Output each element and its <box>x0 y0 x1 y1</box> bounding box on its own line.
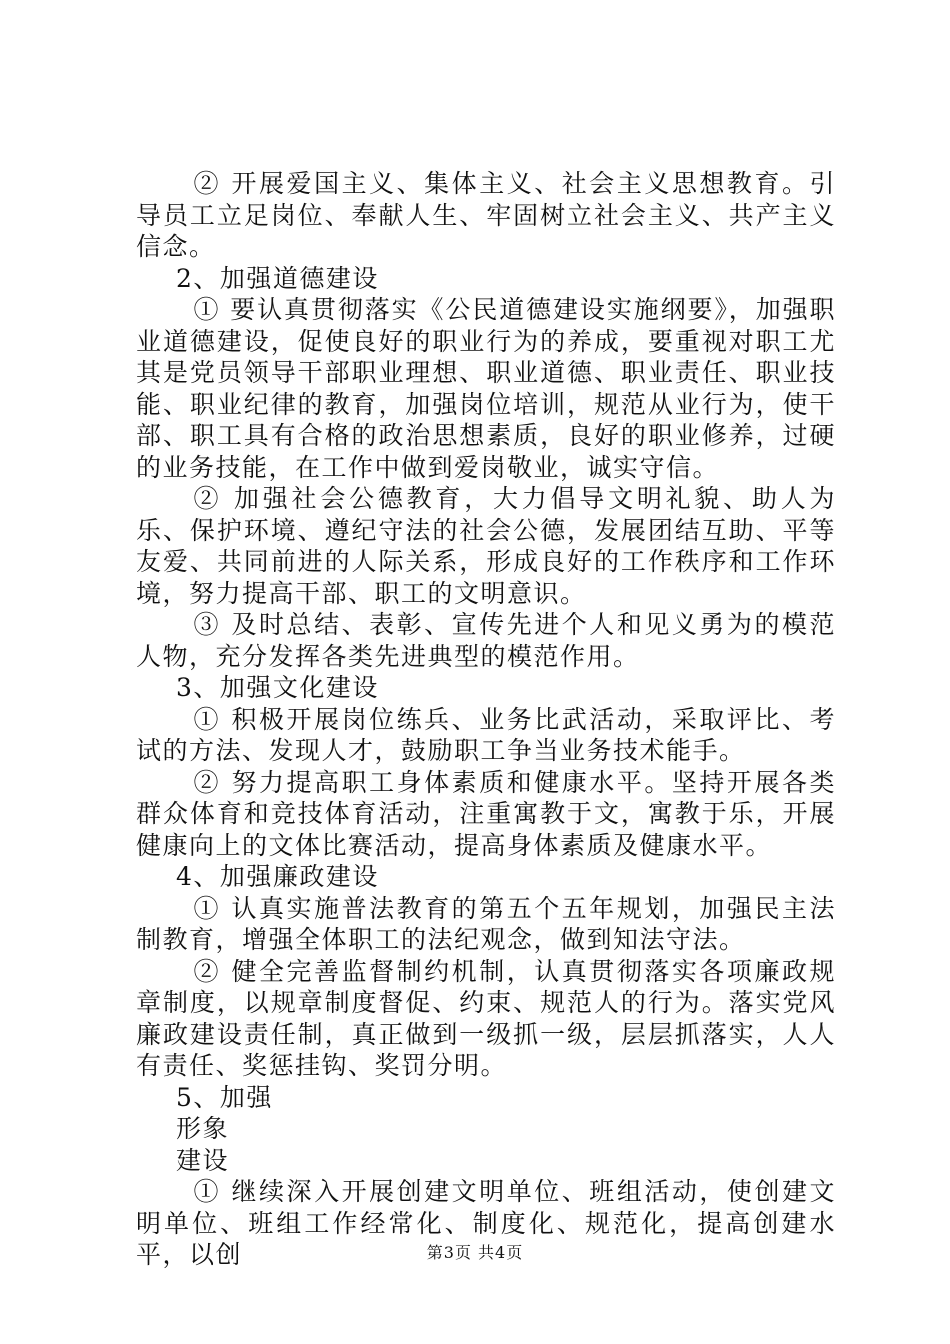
paragraph-skill-competition: ① 积极开展岗位练兵、业务比武活动，采取评比、考试的方法、发现人才，鼓励职工争当业务技术能手。 <box>136 704 836 765</box>
paragraph-civilized-units: ① 继续深入开展创建文明单位、班组活动，使创建文明单位、班组工作经常化、制度化、规范化，提高创建水平，以创 <box>136 1177 836 1269</box>
paragraph-physical-fitness: ② 努力提高职工身体素质和健康水平。坚持开展各类群众体育和竞技体育活动，注重寓教于文，寓教于乐，开展健康向上的文体比赛活动，提高身体素质及健康水平。 <box>136 767 836 860</box>
page-number-footer: 第3页 共4页 <box>426 1243 524 1262</box>
section-heading-integrity: 4、加强廉政建设 <box>176 862 379 891</box>
section-heading-moral: 2、加强道德建设 <box>176 263 379 293</box>
paragraph-patriotism-education: ② 开展爱国主义、集体主义、社会主义思想教育。引导员工立足岗位、奉献人生、牢固树立社会主义、共产主义信念。 <box>136 169 836 261</box>
paragraph-social-morality: ② 加强社会公德教育，大力倡导文明礼貌、助人为乐、保护环境、遵纪守法的社会公德，发展团结互助、平等友爱、共同前进的人际关系，形成良好的工作秩序和工作环境，努力提高干部、职工的文明意识。 <box>136 484 836 608</box>
document-body <box>136 168 836 1271</box>
paragraph-supervision: ② 健全完善监督制约机制，认真贯彻落实各项廉政规章制度，以规章制度督促、约束、规范人的行为。落实党风廉政建设责任制，真正做到一级抓一级，层层抓落实，人人有责任、奖惩挂钩、奖罚分明。 <box>136 956 836 1080</box>
section-heading-image-part3: 建设 <box>176 1145 230 1175</box>
section-heading-culture: 3、加强文化建设 <box>176 673 379 702</box>
paragraph-role-models: ③ 及时总结、表彰、宣传先进个人和见义勇为的模范人物，充分发挥各类先进典型的模范作用。 <box>136 610 836 671</box>
section-heading-image-part2: 形象 <box>176 1114 230 1143</box>
paragraph-legal-education: ① 认真实施普法教育的第五个五年规划，加强民主法制教育，增强全体职工的法纪观念，做到知法守法。 <box>136 893 836 954</box>
section-heading-image-part1: 5、加强 <box>176 1082 273 1112</box>
paragraph-professional-ethics: ① 要认真贯彻落实《公民道德建设实施纲要》，加强职业道德建设，促使良好的职业行为的养成，要重视对职工尤其是党员领导干部职业理想、职业道德、职业责任、职业技能、职业纪律的教育，加强岗位培训，规范从业行为，使干部、职工具有合格的政治思想素质，良好的职业修养，过硬的业务技能，在工作中做到爱岗敬业，诚实守信。 <box>136 295 836 482</box>
